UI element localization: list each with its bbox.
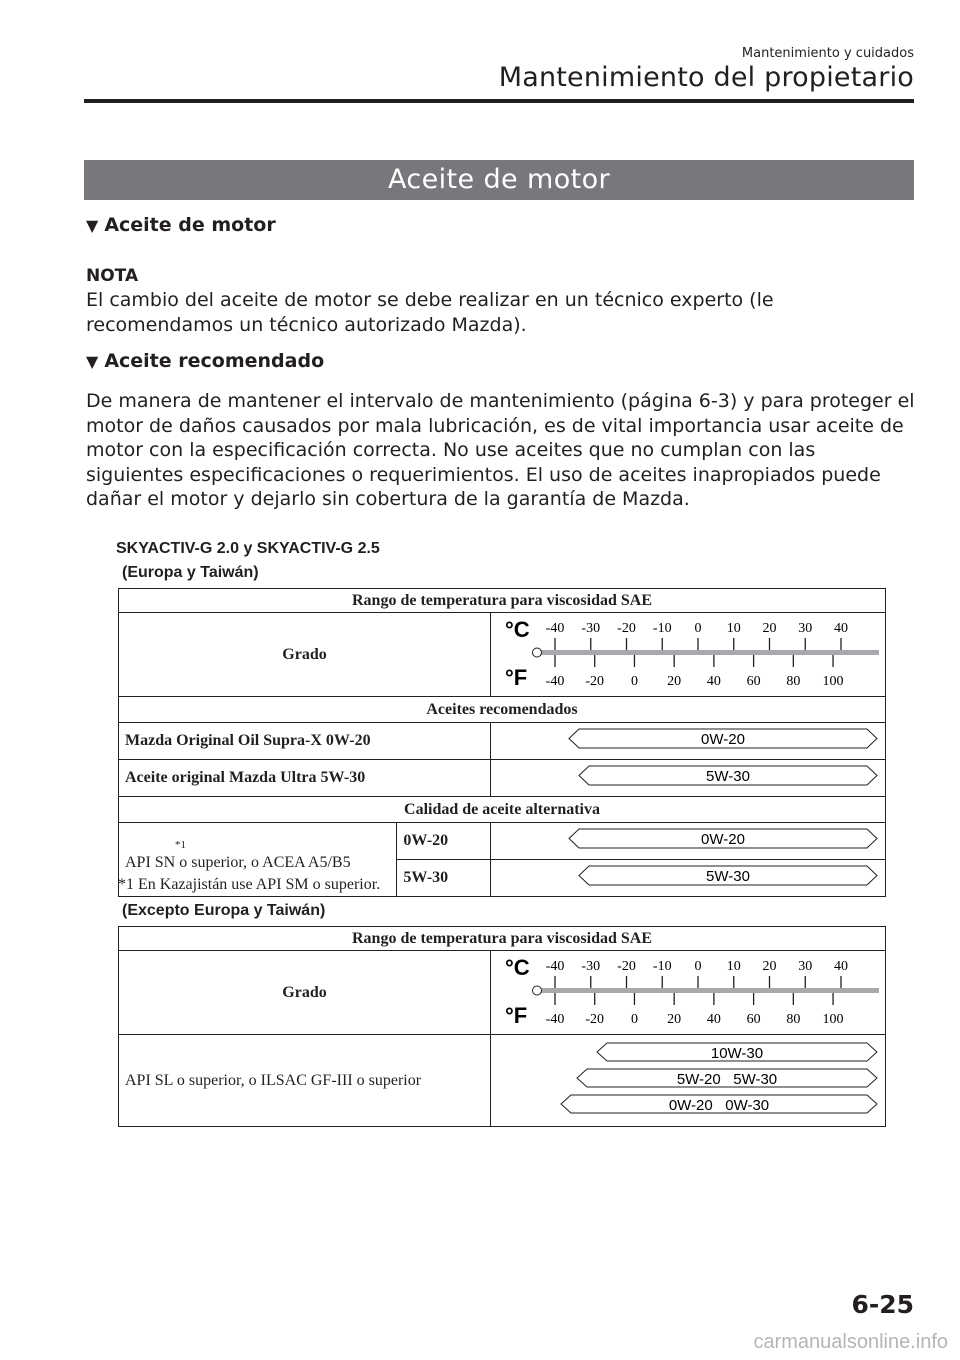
scale-bar-end — [532, 648, 541, 657]
viscosity-bar-label: 10W-30 — [710, 1045, 764, 1062]
celsius-tick-label: 40 — [833, 621, 848, 636]
fahrenheit-symbol: °F — [504, 665, 528, 690]
temperature-scale-cell — [491, 951, 886, 1035]
temperature-scale — [497, 613, 879, 691]
fahrenheit-tick-label: -40 — [545, 1012, 565, 1027]
section-title: Mantenimiento y cuidados — [741, 46, 914, 61]
celsius-tick-label: -40 — [545, 959, 565, 974]
footnote-marker: *1 — [175, 838, 186, 851]
watermark: carmanualsonline.info — [753, 1331, 948, 1353]
viscosity-bar-label: 0W-20 0W-30 — [668, 1097, 770, 1114]
celsius-tick-label: -30 — [581, 621, 601, 636]
temperature-scale — [497, 951, 879, 1029]
scale-bar-end — [533, 986, 542, 995]
viscosity-bar-cell — [490, 723, 885, 760]
table-header-range: Rango de temperatura para viscosidad SAE — [119, 589, 886, 613]
fahrenheit-tick-label: 100 — [822, 1012, 844, 1027]
scale-bar — [537, 650, 879, 655]
celsius-tick-label: -20 — [617, 621, 636, 636]
fahrenheit-tick-label: 80 — [786, 674, 801, 689]
grade-label: Grado — [119, 613, 491, 697]
viscosity-bar-label: 0W-20 — [701, 731, 745, 748]
viscosity-bar-label: 5W-20 5W-30 — [676, 1071, 778, 1088]
viscosity-bar-cell — [490, 860, 885, 897]
table-header-alternative: Calidad de aceite alternativa — [119, 797, 886, 823]
celsius-symbol: °C — [504, 617, 530, 642]
viscosity-bar-cell — [490, 823, 885, 860]
fahrenheit-tick-label: 20 — [667, 674, 682, 689]
viscosity-bar-label: 5W-30 — [706, 868, 750, 885]
alt-quality-spec: *1 API SN o superior, o ACEA A5/B5 — [119, 823, 397, 897]
fahrenheit-symbol: °F — [505, 1003, 528, 1028]
alt-grade-5w30: 5W-30 — [397, 860, 491, 897]
fahrenheit-tick-label: 0 — [630, 674, 638, 689]
celsius-tick-label: 10 — [726, 621, 741, 636]
fahrenheit-tick-label: 80 — [786, 1012, 801, 1027]
celsius-tick-label: 0 — [694, 621, 702, 636]
oil-name-supra-x: Mazda Original Oil Supra-X 0W-20 — [119, 723, 491, 760]
viscosity-bar-chart — [497, 860, 879, 891]
celsius-tick-label: -10 — [652, 959, 672, 974]
fahrenheit-tick-label: 40 — [706, 1012, 721, 1027]
celsius-tick-label: -30 — [581, 959, 601, 974]
footnote-kazakhstan: *1 En Kazajistán use API SM o superior. — [118, 876, 381, 893]
fahrenheit-tick-label: 40 — [706, 674, 721, 689]
viscosity-bar-chart — [497, 760, 879, 791]
celsius-tick-label: 20 — [762, 959, 777, 974]
api-quality-spec: API SL o superior, o ILSAC GF-III o superior — [119, 1035, 491, 1127]
fahrenheit-tick-label: 20 — [667, 1012, 682, 1027]
subhead-recommended-oil: ▼ Aceite recomendado — [86, 350, 325, 372]
triangle-down-icon: ▼ — [86, 216, 99, 235]
alt-grade-0w20: 0W-20 — [397, 823, 491, 860]
fahrenheit-tick-label: -40 — [545, 674, 565, 689]
celsius-tick-label: 30 — [798, 621, 813, 636]
viscosity-bar-label: 5W-30 — [706, 768, 750, 785]
celsius-tick-label: 10 — [726, 959, 741, 974]
grade-label: Grado — [119, 951, 491, 1035]
fahrenheit-tick-label: 60 — [746, 1012, 761, 1027]
region-other-label: (Excepto Europa y Taiwán) — [122, 902, 326, 919]
fahrenheit-tick-label: 0 — [630, 1012, 638, 1027]
scale-bar — [537, 988, 879, 993]
viscosity-bar-cell — [490, 760, 885, 797]
viscosity-bar-chart — [497, 823, 879, 854]
viscosity-bars-cell — [491, 1035, 886, 1127]
viscosity-bar-chart — [497, 723, 879, 754]
temperature-scale-cell — [490, 613, 885, 697]
celsius-tick-label: 20 — [762, 621, 777, 636]
fahrenheit-tick-label: -20 — [585, 674, 605, 689]
subhead-engine-oil: ▼ Aceite de motor — [86, 214, 276, 236]
engine-title: SKYACTIV-G 2.0 y SKYACTIV-G 2.5 — [116, 540, 380, 557]
celsius-tick-label: -20 — [617, 959, 636, 974]
fahrenheit-tick-label: -20 — [585, 1012, 605, 1027]
chapter-title: Mantenimiento del propietario — [498, 62, 914, 93]
fahrenheit-tick-label: 60 — [746, 674, 761, 689]
celsius-tick-label: 0 — [694, 959, 702, 974]
table-header-recommended: Aceites recomendados — [119, 697, 886, 723]
celsius-tick-label: 30 — [798, 959, 813, 974]
celsius-tick-label: -10 — [652, 621, 672, 636]
viscosity-bar-label: 0W-20 — [701, 831, 745, 848]
viscosity-table-other — [118, 926, 886, 1127]
fahrenheit-tick-label: 100 — [822, 674, 844, 689]
celsius-symbol: °C — [505, 955, 530, 980]
page-number: 6-25 — [851, 1290, 914, 1319]
note-label: NOTA — [86, 266, 139, 286]
table-header-range: Rango de temperatura para viscosidad SAE — [119, 927, 886, 951]
recommended-paragraph: De manera de mantener el intervalo de mantenimiento (página 6-3) y para proteger el motor de daños causados por mala lubricación, es de vital importancia usar aceite de motor con la especificación correcta. No use aceites que no cumplan con las siguientes especificaciones o requerimientos. El uso de aceites inapropiados puede dañar el motor y dejarlo sin cobertura de la garantía de Mazda. — [86, 390, 915, 510]
viscosity-bar-chart — [497, 1035, 879, 1121]
viscosity-table-europe — [118, 588, 886, 897]
region-europe-label: (Europa y Taiwán) — [122, 564, 259, 581]
triangle-down-icon: ▼ — [86, 352, 99, 371]
celsius-tick-label: 40 — [834, 959, 848, 974]
note-text: El cambio del aceite de motor se debe realizar en un técnico experto (le recomendamos un técnico autorizado Mazda). — [86, 289, 774, 336]
celsius-tick-label: -40 — [545, 621, 565, 636]
page-title-banner: Aceite de motor — [84, 160, 914, 200]
header-divider — [84, 99, 914, 103]
oil-name-ultra: Aceite original Mazda Ultra 5W-30 — [119, 760, 491, 797]
